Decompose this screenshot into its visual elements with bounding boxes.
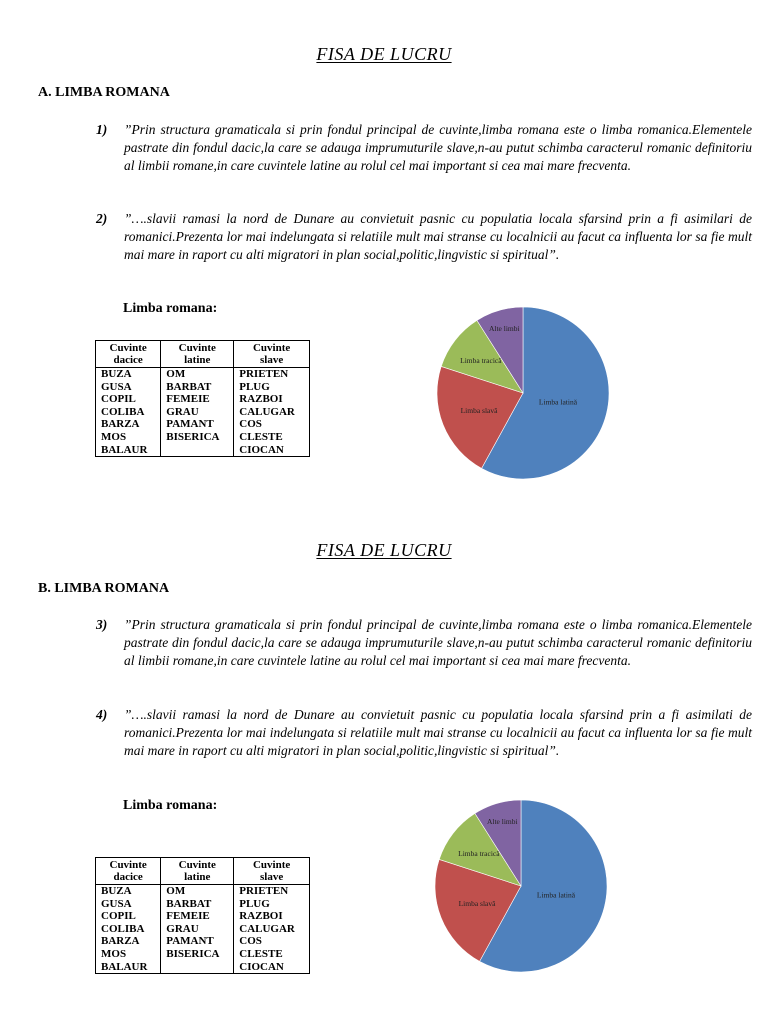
column-slave: PRIETEN PLUG RAZBOI CALUGAR COS CLESTE CIOCAN bbox=[234, 885, 310, 974]
paragraph-2 bbox=[96, 210, 752, 265]
paragraph-3 bbox=[96, 616, 752, 671]
words-table-b bbox=[95, 857, 310, 974]
section-a-heading: A. LIMBA ROMANA bbox=[38, 85, 170, 100]
column-dacice: BUZA GUSA COPIL COLIBA BARZA MOS BALAUR bbox=[96, 885, 161, 974]
paragraph-text: ”Prin structura gramaticala si prin fondul principal de cuvinte,limba romana este o limba romanica.Elementele pastrate din fondul dacic,la care se adauga imprumuturile slave,n-au putut schimba caracterul romanic definitoriu al limbii romane,in care cuvintele latine au rolul cel mai important si cea mai mare frecventa. bbox=[124, 617, 752, 669]
pie-slice-label: Limba slavă bbox=[458, 898, 496, 908]
paragraph-number: 4) bbox=[96, 707, 108, 722]
column-latine: OM BARBAT FEMEIE GRAU PAMANT BISERICA bbox=[161, 368, 234, 457]
header-slave: Cuvinte slave bbox=[234, 858, 310, 885]
header-dacice: Cuvinte dacice bbox=[96, 858, 161, 885]
paragraph-4 bbox=[96, 706, 752, 761]
section-b-title: FISA DE LUCRU bbox=[316, 540, 452, 560]
section-b-subheading: Limba romana: bbox=[123, 798, 218, 813]
header-latine: Cuvinte latine bbox=[161, 858, 234, 885]
pie-chart-b bbox=[428, 798, 618, 973]
section-a-subheading: Limba romana: bbox=[123, 301, 218, 316]
pie-slice-label: Limba latină bbox=[536, 890, 576, 900]
paragraph-1 bbox=[96, 121, 752, 176]
paragraph-number: 1) bbox=[96, 122, 108, 137]
column-slave: PRIETEN PLUG RAZBOI CALUGAR COS CLESTE CIOCAN bbox=[234, 368, 310, 457]
header-dacice: Cuvinte dacice bbox=[96, 341, 161, 368]
section-b-heading: B. LIMBA ROMANA bbox=[38, 581, 170, 596]
column-dacice: BUZA GUSA COPIL COLIBA BARZA MOS BALAUR bbox=[96, 368, 161, 457]
paragraph-text: ”….slavii ramasi la nord de Dunare au convietuit pasnic cu populatia locala sfarsind prin a fi asimilari de romanici.Prezenta lor mai indelungata si relatiile mult mai stranse cu localnicii au facut ca influenta lor sa fie mult mai mare in raport cu alti migratori in plan social,politic,lingvistic si spiritual”. bbox=[124, 211, 752, 263]
pie-slice-label: Limba slavă bbox=[460, 405, 498, 415]
section-a-title: FISA DE LUCRU bbox=[316, 44, 452, 64]
pie-slice-label: Alte limbi bbox=[486, 817, 518, 827]
paragraph-number: 3) bbox=[96, 617, 108, 632]
paragraph-text: ”Prin structura gramaticala si prin fondul principal de cuvinte,limba romana este o limba romanica.Elementele pastrate din fondul dacic,la care se adauga imprumuturile slave,n-au putut schimba caracterul romanic definitoriu al limbii romane,in care cuvintele latine au rolul cel mai important si cea mai mare frecventa. bbox=[124, 122, 752, 174]
column-latine: OM BARBAT FEMEIE GRAU PAMANT BISERICA bbox=[161, 885, 234, 974]
header-latine: Cuvinte latine bbox=[161, 341, 234, 368]
pie-chart-a bbox=[430, 305, 620, 480]
header-slave: Cuvinte slave bbox=[234, 341, 310, 368]
paragraph-number: 2) bbox=[96, 211, 108, 226]
pie-slice-label: Limba latină bbox=[538, 397, 578, 407]
words-table-a bbox=[95, 340, 310, 457]
paragraph-text: ”….slavii ramasi la nord de Dunare au convietuit pasnic cu populatia locala sfarsind prin a fi asimilati de romanici.Prezenta lor mai indelungata si relatiile mult mai stranse cu localnicii au facut ca influenta lor sa fie mult mai mare in raport cu alti migratori in plan social,politic,lingvistic si spiritual”. bbox=[124, 707, 752, 759]
pie-slice-label: Alte limbi bbox=[488, 324, 520, 334]
pie-slice-label: Limba tracică bbox=[460, 355, 502, 365]
pie-slice-label: Limba tracică bbox=[458, 848, 500, 858]
